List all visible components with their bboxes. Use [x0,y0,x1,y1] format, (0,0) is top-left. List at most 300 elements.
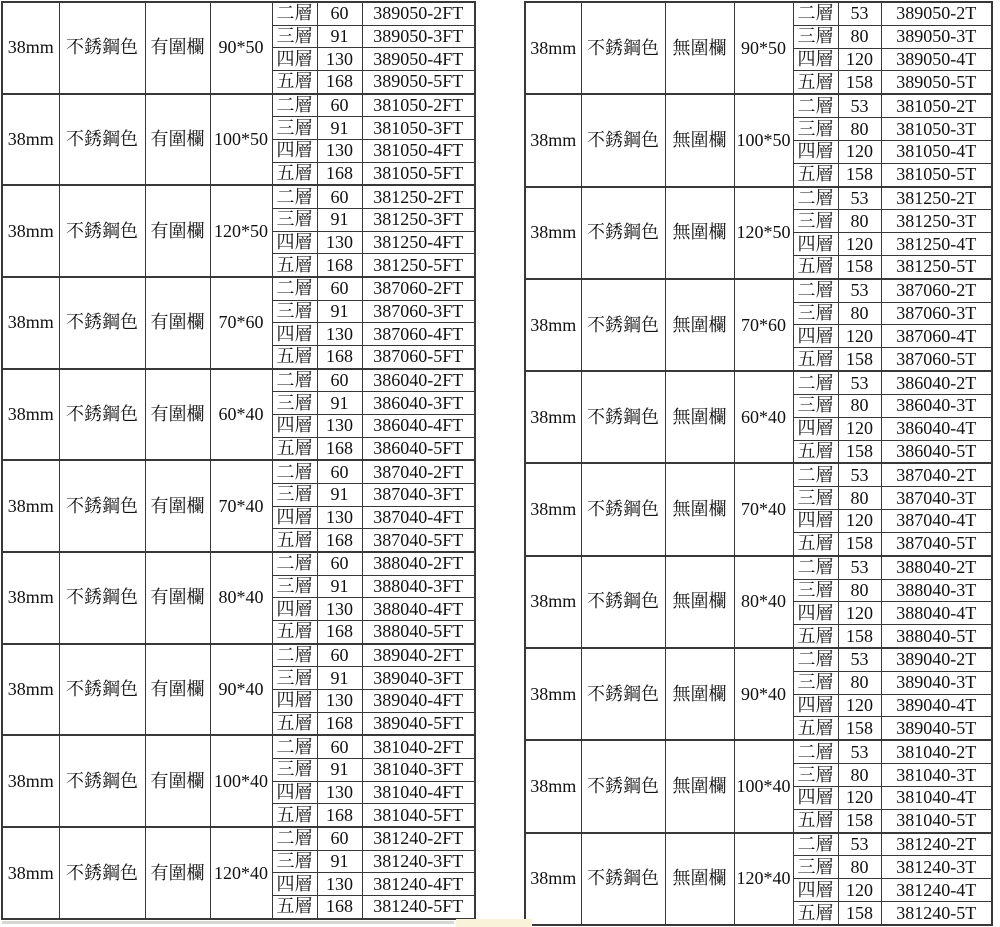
cell-model: 381240-5FT [362,895,475,919]
cell-model: 387040-3FT [362,483,475,506]
cell-model: 387040-5FT [362,529,475,552]
cell-model: 386040-2FT [362,369,475,392]
cell-qty: 60 [317,552,362,575]
cell-size: 120*40 [210,827,272,919]
cell-color: 不銹鋼色 [59,460,145,552]
cell-qty: 80 [838,764,881,787]
cell-tier: 三層 [272,575,317,598]
cell-color: 不銹鋼色 [59,277,145,369]
cell-qty: 80 [838,394,881,417]
cell-tier: 三層 [272,850,317,873]
cell-tier: 二層 [272,552,317,575]
cell-qty: 168 [317,437,362,460]
cell-model: 389040-5FT [362,712,475,735]
cell-qty: 158 [838,532,881,555]
cell-model: 381050-4FT [362,139,475,162]
cell-tier: 三層 [793,25,838,48]
cell-fence: 無圍欄 [665,740,734,832]
cell-model: 389050-3FT [362,25,475,48]
cell-model: 388040-5T [881,625,992,648]
cell-qty: 158 [838,625,881,648]
cell-qty: 91 [317,117,362,140]
scan-shadow [2,921,454,924]
cell-size: 90*40 [734,648,793,740]
cell-tier: 五層 [793,625,838,648]
cell-tier: 五層 [793,717,838,740]
cell-diameter: 38mm [2,2,59,94]
cell-tier: 四層 [793,602,838,625]
cell-tier: 四層 [272,48,317,71]
cell-model: 381050-3FT [362,117,475,140]
cell-qty: 80 [838,671,881,694]
cell-tier: 三層 [793,764,838,787]
cell-model: 388040-4T [881,602,992,625]
cell-model: 387040-3T [881,487,992,510]
cell-model: 381040-2T [881,740,992,763]
cell-tier: 三層 [272,25,317,48]
cell-qty: 91 [317,483,362,506]
cell-color: 不銹鋼色 [581,94,665,186]
cell-tier: 二層 [272,185,317,208]
cell-diameter: 38mm [525,740,581,832]
cell-size: 100*50 [734,94,793,186]
cell-qty: 53 [838,463,881,486]
cell-qty: 120 [838,786,881,809]
cell-qty: 168 [317,804,362,827]
cell-tier: 五層 [793,163,838,186]
cell-tier: 三層 [793,856,838,879]
cell-qty: 168 [317,70,362,93]
cell-model: 381040-5FT [362,804,475,827]
cell-qty: 53 [838,2,881,25]
cell-qty: 168 [317,895,362,919]
cell-qty: 91 [317,300,362,323]
cell-qty: 80 [838,118,881,141]
cell-qty: 80 [838,487,881,510]
cell-model: 389040-4T [881,694,992,717]
cell-model: 389050-5T [881,71,992,94]
cell-tier: 二層 [793,556,838,579]
cell-model: 388040-4FT [362,598,475,621]
cell-model: 381250-4FT [362,231,475,254]
cell-diameter: 38mm [525,556,581,648]
cell-qty: 91 [317,758,362,781]
cell-color: 不銹鋼色 [59,827,145,919]
cell-qty: 91 [317,575,362,598]
cell-model: 381050-2FT [362,94,475,117]
cell-qty: 130 [317,48,362,71]
cell-qty: 60 [317,277,362,300]
highlight-strip [456,919,532,927]
cell-fence: 無圍欄 [665,279,734,371]
cell-qty: 158 [838,71,881,94]
cell-tier: 四層 [793,325,838,348]
cell-qty: 158 [838,809,881,832]
cell-diameter: 38mm [525,94,581,186]
cell-tier: 三層 [793,487,838,510]
cell-tier: 四層 [272,873,317,896]
cell-model: 389040-5T [881,717,992,740]
cell-tier: 三層 [793,302,838,325]
cell-fence: 有圍欄 [145,2,210,94]
cell-model: 381250-3FT [362,209,475,232]
cell-model: 389050-4T [881,48,992,71]
cell-qty: 158 [838,717,881,740]
cell-size: 80*40 [734,556,793,648]
cell-model: 381040-3FT [362,758,475,781]
cell-tier: 五層 [272,162,317,185]
cell-qty: 120 [838,140,881,163]
cell-tier: 二層 [272,94,317,117]
cell-tier: 五層 [793,71,838,94]
cell-model: 381250-4T [881,233,992,256]
cell-tier: 五層 [272,345,317,368]
cell-tier: 三層 [793,394,838,417]
cell-qty: 120 [838,879,881,902]
cell-model: 387040-2T [881,463,992,486]
cell-tier: 五層 [793,901,838,925]
cell-tier: 四層 [793,417,838,440]
cell-fence: 有圍欄 [145,735,210,827]
cell-size: 120*40 [734,833,793,925]
cell-qty: 120 [838,325,881,348]
cell-qty: 91 [317,209,362,232]
cell-model: 381040-3T [881,764,992,787]
cell-size: 70*60 [734,279,793,371]
cell-qty: 80 [838,210,881,233]
cell-tier: 五層 [793,255,838,278]
cell-tier: 五層 [793,532,838,555]
cell-diameter: 38mm [2,94,59,186]
cell-size: 90*50 [210,2,272,94]
cell-color: 不銹鋼色 [59,735,145,827]
cell-fence: 有圍欄 [145,277,210,369]
cell-model: 388040-3FT [362,575,475,598]
cell-qty: 120 [838,48,881,71]
cell-model: 381050-5FT [362,162,475,185]
cell-tier: 四層 [272,231,317,254]
cell-model: 386040-4T [881,417,992,440]
cell-qty: 158 [838,255,881,278]
cell-model: 387060-2FT [362,277,475,300]
cell-tier: 三層 [272,483,317,506]
cell-diameter: 38mm [525,833,581,925]
cell-qty: 60 [317,735,362,758]
cell-model: 389050-2T [881,2,992,25]
cell-model: 381250-2T [881,187,992,210]
cell-diameter: 38mm [525,187,581,279]
cell-model: 387040-4T [881,510,992,533]
cell-qty: 120 [838,233,881,256]
cell-tier: 三層 [793,671,838,694]
cell-model: 381250-2FT [362,185,475,208]
cell-tier: 二層 [793,2,838,25]
cell-tier: 四層 [793,233,838,256]
cell-color: 不銹鋼色 [581,648,665,740]
cell-tier: 二層 [793,371,838,394]
cell-fence: 有圍欄 [145,460,210,552]
cell-model: 387040-4FT [362,506,475,529]
cell-model: 381240-4FT [362,873,475,896]
cell-qty: 130 [317,781,362,804]
cell-qty: 53 [838,740,881,763]
cell-diameter: 38mm [2,735,59,827]
cell-qty: 130 [317,139,362,162]
cell-fence: 無圍欄 [665,94,734,186]
cell-model: 388040-2T [881,556,992,579]
cell-tier: 五層 [272,254,317,277]
cell-model: 386040-5FT [362,437,475,460]
cell-model: 381040-4T [881,786,992,809]
cell-tier: 四層 [272,506,317,529]
cell-tier: 五層 [272,804,317,827]
cell-model: 381050-3T [881,118,992,141]
cell-diameter: 38mm [2,552,59,644]
cell-diameter: 38mm [525,371,581,463]
cell-model: 381240-5T [881,901,992,925]
cell-fence: 無圍欄 [665,556,734,648]
cell-qty: 53 [838,187,881,210]
cell-color: 不銹鋼色 [59,369,145,461]
cell-size: 120*50 [210,185,272,277]
cell-qty: 80 [838,856,881,879]
cell-diameter: 38mm [2,277,59,369]
cell-tier: 二層 [272,827,317,850]
cell-diameter: 38mm [525,463,581,555]
cell-model: 388040-2FT [362,552,475,575]
cell-tier: 四層 [272,139,317,162]
cell-tier: 二層 [272,2,317,25]
cell-size: 100*40 [734,740,793,832]
cell-model: 386040-4FT [362,414,475,437]
cell-tier: 四層 [272,414,317,437]
cell-qty: 60 [317,369,362,392]
cell-fence: 有圍欄 [145,552,210,644]
cell-color: 不銹鋼色 [581,187,665,279]
cell-model: 381250-5FT [362,254,475,277]
cell-model: 386040-5T [881,440,992,463]
cell-model: 388040-5FT [362,620,475,643]
cell-model: 389050-5FT [362,70,475,93]
cell-qty: 60 [317,185,362,208]
cell-model: 386040-2T [881,371,992,394]
cell-qty: 130 [317,231,362,254]
cell-tier: 五層 [272,712,317,735]
cell-diameter: 38mm [2,644,59,736]
cell-qty: 60 [317,827,362,850]
cell-qty: 80 [838,302,881,325]
cell-fence: 無圍欄 [665,648,734,740]
cell-model: 386040-3FT [362,392,475,415]
cell-color: 不銹鋼色 [59,552,145,644]
cell-diameter: 38mm [2,460,59,552]
cell-size: 60*40 [734,371,793,463]
cell-color: 不銹鋼色 [581,556,665,648]
cell-size: 100*50 [210,94,272,186]
cell-qty: 53 [838,556,881,579]
cell-fence: 無圍欄 [665,187,734,279]
cell-color: 不銹鋼色 [59,2,145,94]
cell-diameter: 38mm [2,185,59,277]
cell-tier: 二層 [272,735,317,758]
cell-tier: 三層 [272,209,317,232]
cell-tier: 三層 [272,392,317,415]
cell-model: 381040-4FT [362,781,475,804]
cell-color: 不銹鋼色 [581,279,665,371]
cell-color: 不銹鋼色 [59,644,145,736]
cell-model: 387060-5T [881,348,992,371]
cell-tier: 二層 [793,279,838,302]
cell-color: 不銹鋼色 [581,463,665,555]
cell-model: 389040-3FT [362,667,475,690]
cell-tier: 二層 [272,460,317,483]
cell-qty: 53 [838,648,881,671]
cell-qty: 91 [317,392,362,415]
cell-model: 389050-3T [881,25,992,48]
cell-diameter: 38mm [2,369,59,461]
cell-tier: 四層 [272,781,317,804]
cell-qty: 120 [838,602,881,625]
cell-qty: 120 [838,694,881,717]
cell-tier: 五層 [793,440,838,463]
cell-qty: 158 [838,440,881,463]
cell-model: 381050-4T [881,140,992,163]
cell-fence: 有圍欄 [145,827,210,919]
cell-model: 389050-2FT [362,2,475,25]
cell-qty: 158 [838,163,881,186]
cell-qty: 53 [838,833,881,856]
cell-qty: 53 [838,94,881,117]
cell-qty: 168 [317,712,362,735]
cell-tier: 四層 [793,786,838,809]
cell-model: 389040-2FT [362,644,475,667]
cell-qty: 120 [838,510,881,533]
cell-model: 387040-5T [881,532,992,555]
cell-model: 386040-3T [881,394,992,417]
cell-tier: 三層 [272,667,317,690]
cell-tier: 二層 [793,833,838,856]
cell-tier: 三層 [793,579,838,602]
cell-qty: 130 [317,689,362,712]
cell-qty: 168 [317,254,362,277]
cell-size: 70*40 [734,463,793,555]
cell-size: 70*60 [210,277,272,369]
cell-model: 381050-2T [881,94,992,117]
cell-model: 381040-5T [881,809,992,832]
cell-model: 381250-3T [881,210,992,233]
cell-qty: 130 [317,414,362,437]
cell-color: 不銹鋼色 [59,185,145,277]
price-table-with-fence [1,1,476,920]
cell-tier: 五層 [272,529,317,552]
cell-model: 387060-2T [881,279,992,302]
cell-tier: 四層 [272,689,317,712]
cell-qty: 53 [838,371,881,394]
cell-tier: 二層 [793,94,838,117]
cell-qty: 130 [317,598,362,621]
cell-fence: 無圍欄 [665,833,734,925]
cell-qty: 60 [317,94,362,117]
cell-tier: 四層 [272,598,317,621]
price-table-no-fence [524,1,993,926]
cell-diameter: 38mm [2,827,59,919]
cell-tier: 二層 [793,648,838,671]
cell-model: 381040-2FT [362,735,475,758]
cell-qty: 91 [317,25,362,48]
cell-color: 不銹鋼色 [581,833,665,925]
cell-size: 90*50 [734,2,793,94]
cell-model: 389040-3T [881,671,992,694]
cell-tier: 四層 [793,140,838,163]
cell-tier: 三層 [793,118,838,141]
cell-tier: 三層 [272,300,317,323]
cell-qty: 158 [838,901,881,925]
cell-color: 不銹鋼色 [581,2,665,94]
cell-diameter: 38mm [525,279,581,371]
cell-size: 90*40 [210,644,272,736]
cell-tier: 四層 [793,510,838,533]
cell-tier: 三層 [793,210,838,233]
cell-tier: 二層 [793,463,838,486]
cell-qty: 168 [317,345,362,368]
cell-model: 387060-4T [881,325,992,348]
cell-diameter: 38mm [525,648,581,740]
cell-qty: 53 [838,279,881,302]
cell-size: 120*50 [734,187,793,279]
cell-model: 381240-4T [881,879,992,902]
cell-qty: 60 [317,460,362,483]
cell-tier: 五層 [793,348,838,371]
cell-fence: 有圍欄 [145,94,210,186]
cell-tier: 二層 [272,277,317,300]
cell-model: 387060-3FT [362,300,475,323]
cell-tier: 五層 [793,809,838,832]
cell-size: 70*40 [210,460,272,552]
cell-model: 389040-4FT [362,689,475,712]
cell-qty: 168 [317,162,362,185]
cell-qty: 120 [838,417,881,440]
cell-model: 387060-3T [881,302,992,325]
cell-qty: 130 [317,506,362,529]
cell-model: 381240-3FT [362,850,475,873]
cell-diameter: 38mm [525,2,581,94]
cell-model: 381240-2FT [362,827,475,850]
cell-color: 不銹鋼色 [581,740,665,832]
cell-fence: 有圍欄 [145,369,210,461]
cell-size: 60*40 [210,369,272,461]
cell-size: 100*40 [210,735,272,827]
cell-qty: 130 [317,323,362,346]
cell-model: 387060-4FT [362,323,475,346]
cell-fence: 有圍欄 [145,644,210,736]
cell-qty: 60 [317,2,362,25]
cell-tier: 五層 [272,70,317,93]
cell-size: 80*40 [210,552,272,644]
cell-model: 387040-2FT [362,460,475,483]
cell-qty: 168 [317,529,362,552]
cell-model: 388040-3T [881,579,992,602]
cell-tier: 二層 [272,644,317,667]
cell-tier: 三層 [272,117,317,140]
cell-tier: 五層 [272,895,317,919]
cell-model: 381250-5T [881,255,992,278]
cell-tier: 四層 [793,694,838,717]
cell-fence: 無圍欄 [665,463,734,555]
cell-tier: 三層 [272,758,317,781]
cell-color: 不銹鋼色 [59,94,145,186]
cell-fence: 無圍欄 [665,371,734,463]
cell-tier: 四層 [272,323,317,346]
